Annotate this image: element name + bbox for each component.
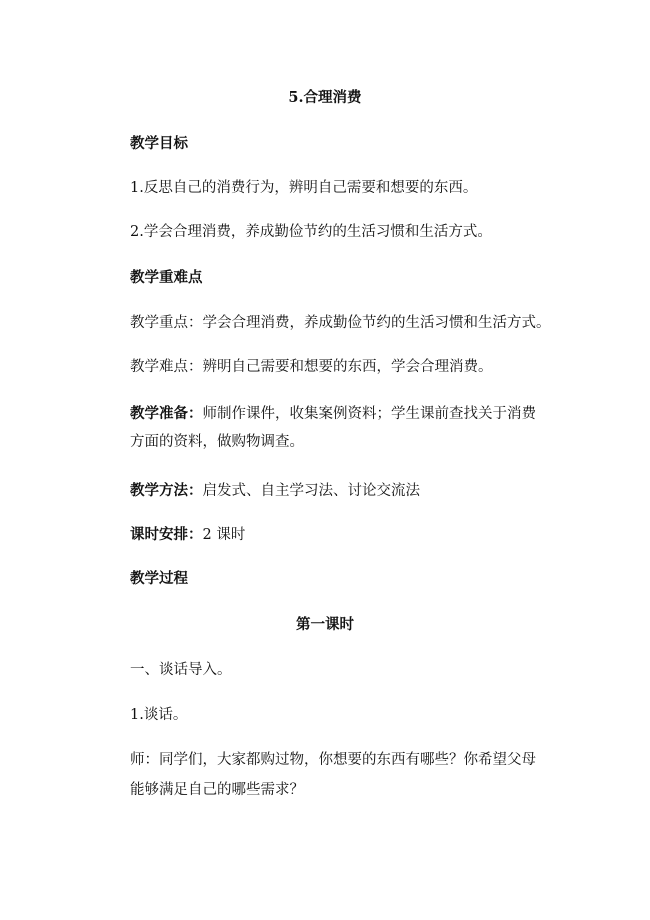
goals-heading: 教学目标: [130, 135, 188, 152]
difficult-point-text: 教学难点：辨明自己需要和想要的东西，学会合理消费。: [130, 359, 493, 375]
teacher-line-1: 师：同学们，大家都购过物，你想要的东西有哪些？你希望父母: [130, 752, 536, 768]
preparation-line-1: [130, 404, 560, 424]
method-label: 教学方法：: [130, 482, 203, 499]
document-title: 5.合理消费: [288, 89, 362, 106]
lesson-heading: 第一课时: [296, 616, 354, 633]
method-text: 启发式、自主学习法、讨论交流法: [202, 483, 420, 499]
method-line: [130, 481, 560, 501]
item-1: 1.谈话。: [130, 707, 188, 723]
key-point-text: 教学重点：学会合理消费，养成勤俭节约的生活习惯和生活方式。: [130, 315, 551, 331]
teacher-line-2: 能够满足自己的哪些需求？: [130, 782, 304, 798]
preparation-text: 师制作课件，收集案例资料；学生课前查找关于消费: [202, 406, 536, 422]
schedule-text: 2 课时: [202, 527, 246, 543]
preparation-line-2: 方面的资料，做购物调查。: [130, 434, 304, 450]
goal-item-1: 1.反思自己的消费行为，辨明自己需要和想要的东西。: [130, 180, 478, 196]
goal-item-2: 2.学会合理消费，养成勤俭节约的生活习惯和生活方式。: [130, 224, 492, 240]
schedule-line: [130, 525, 560, 545]
process-heading: 教学过程: [130, 570, 188, 587]
schedule-label: 课时安排：: [130, 526, 203, 543]
key-points-heading: 教学重难点: [130, 269, 203, 286]
section-heading-1: 一、谈话导入。: [130, 662, 232, 678]
preparation-label: 教学准备：: [130, 405, 203, 422]
